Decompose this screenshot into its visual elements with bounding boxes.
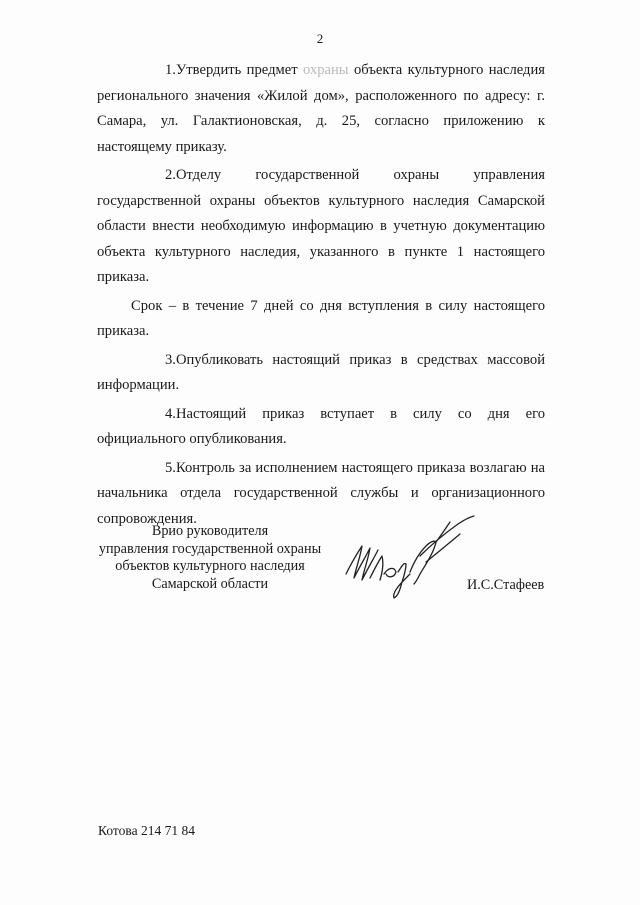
- item-text-faint: охраны: [302, 62, 349, 78]
- item-text: Срок – в течение 7 дней со дня вступления в силу настоящего приказа.: [97, 297, 545, 339]
- order-item-2: [97, 163, 545, 291]
- signatory-title: [90, 523, 330, 593]
- handwritten-signature: [340, 512, 480, 604]
- executor-contact: Котова 214 71 84: [98, 823, 195, 838]
- item-number: 2.: [165, 167, 176, 183]
- item-text: Настоящий приказ вступает в силу со дня его официального опубликования.: [97, 405, 545, 447]
- item-text: Отделу государственной охраны управления государственной охраны объектов культурного наследия Самарской области внести необходимую информацию в учетную документацию объекта культурного наследия, указанного в пункте 1 настоящего приказа.: [97, 167, 545, 285]
- item-text-end: объекта культурного наследия регионального значения «Жилой дом», расположенного по адресу: г. Самара, ул. Галактионовская, д. 25, согласно приложению к настоящему приказу.: [97, 62, 546, 155]
- signatory-line: объектов культурного наследия: [115, 558, 305, 574]
- signatory-line: Самарской области: [151, 575, 269, 592]
- signatory-name: И.С.Стафеев: [467, 577, 545, 593]
- order-item-4: [97, 402, 545, 453]
- order-item-1: [97, 58, 545, 160]
- page-number: 2: [316, 31, 324, 46]
- item-text: Контроль за исполнением настоящего приказа возлагаю на начальника отдела государственной службы и организационного сопровождения.: [97, 459, 545, 527]
- item-text-start: Утвердить предмет: [175, 62, 303, 78]
- signatory-line: управления государственной охраны: [98, 540, 322, 557]
- item-number: 3.: [165, 351, 176, 368]
- order-item-3: [97, 348, 545, 399]
- order-body: [97, 58, 545, 535]
- item-number: 4.: [165, 405, 176, 422]
- item-number: 5.: [165, 459, 176, 476]
- item-text: Опубликовать настоящий приказ в средствах массовой информации.: [97, 351, 545, 393]
- item-number: 1.: [165, 62, 176, 78]
- deadline-paragraph: [97, 294, 545, 345]
- signatory-line: Врио руководителя: [151, 523, 269, 539]
